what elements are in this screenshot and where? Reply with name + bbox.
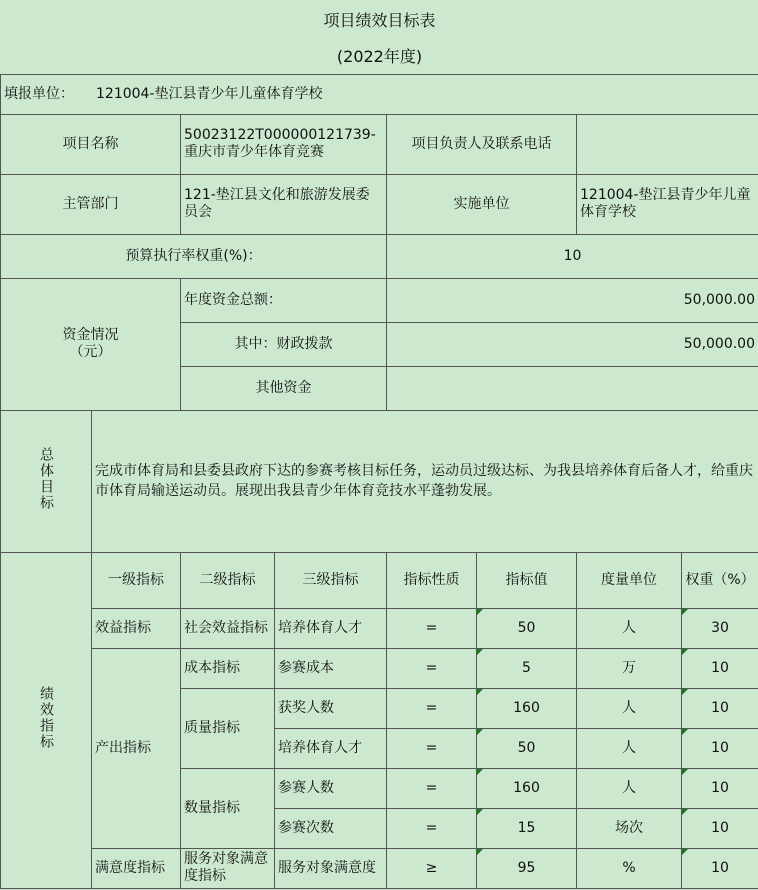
unit-6: 场次	[577, 808, 682, 848]
project-lead-value	[577, 114, 758, 174]
unit-1: 人	[577, 608, 682, 648]
value-5: 160	[477, 768, 577, 808]
l3-satisfaction: 服务对象满意度	[275, 848, 387, 888]
perf-label: 绩效指标	[38, 685, 54, 750]
header-unit: 度量单位	[577, 552, 682, 608]
l3-matches: 参赛次数	[275, 808, 387, 848]
weight-6: 10	[682, 808, 758, 848]
funds-other-label: 其他资金	[181, 366, 387, 410]
funds-fiscal-label: 其中：财政拨款	[181, 322, 387, 366]
l3-cost: 参赛成本	[275, 648, 387, 688]
op-7: ≥	[387, 848, 477, 888]
l1-benefit: 效益指标	[92, 608, 181, 648]
goal-label-cell	[1, 410, 92, 552]
reporting-unit-value: 121004-垫江县青少年儿童体育学校	[96, 85, 323, 102]
weight-3: 10	[682, 688, 758, 728]
l2-cost: 成本指标	[181, 648, 275, 688]
header-op: 指标性质	[387, 552, 477, 608]
project-lead-label: 项目负责人及联系电话	[387, 114, 577, 174]
dept-label: 主管部门	[1, 174, 181, 234]
header-l3: 三级指标	[275, 552, 387, 608]
value-2: 5	[477, 648, 577, 688]
value-7: 95	[477, 848, 577, 888]
l2-satisfaction: 服务对象满意度指标	[181, 848, 275, 888]
budget-weight-label: 预算执行率权重(%)：	[1, 234, 387, 278]
project-name-value: 50023122T000000121739-重庆市青少年体育竞赛	[181, 114, 387, 174]
impl-unit-label: 实施单位	[387, 174, 577, 234]
unit-4: 人	[577, 728, 682, 768]
weight-1: 30	[682, 608, 758, 648]
dept-value: 121-垫江县文化和旅游发展委员会	[181, 174, 387, 234]
value-1: 50	[477, 608, 577, 648]
goal-label: 总体目标	[38, 446, 54, 511]
reporting-unit-row	[1, 74, 758, 114]
header-l1: 一级指标	[92, 552, 181, 608]
funds-fiscal-value: 50,000.00	[387, 322, 758, 366]
header-weight: 权重（%）	[682, 552, 758, 608]
reporting-unit-label: 填报单位：	[4, 85, 74, 102]
unit-5: 人	[577, 768, 682, 808]
goal-text: 完成市体育局和县委县政府下达的参赛考核目标任务，运动员过级达标、为我县培养体育后备人才，给重庆市体育局输送运动员。展现出我县青少年体育竞技水平蓬勃发展。	[92, 410, 758, 552]
weight-2: 10	[682, 648, 758, 688]
unit-3: 人	[577, 688, 682, 728]
l2-quantity: 数量指标	[181, 768, 275, 848]
op-6: =	[387, 808, 477, 848]
table-title: 项目绩效目标表	[323, 10, 436, 30]
weight-7: 10	[682, 848, 758, 888]
impl-unit-value: 121004-垫江县青少年儿童体育学校	[577, 174, 758, 234]
unit-2: 万	[577, 648, 682, 688]
l3-talent-1: 培养体育人才	[275, 608, 387, 648]
op-1: =	[387, 608, 477, 648]
funds-other-value	[387, 366, 758, 410]
op-5: =	[387, 768, 477, 808]
l2-quality: 质量指标	[181, 688, 275, 768]
unit-7: %	[577, 848, 682, 888]
l1-satisfaction: 满意度指标	[92, 848, 181, 888]
op-2: =	[387, 648, 477, 688]
funds-label: 资金情况 （元）	[1, 278, 181, 410]
l3-participants: 参赛人数	[275, 768, 387, 808]
fiscal-year: (2022年度)	[336, 47, 423, 67]
value-4: 50	[477, 728, 577, 768]
l1-output: 产出指标	[92, 648, 181, 848]
header-value: 指标值	[477, 552, 577, 608]
l3-awards: 获奖人数	[275, 688, 387, 728]
op-3: =	[387, 688, 477, 728]
perf-label-cell	[1, 552, 92, 888]
l3-talent-2: 培养体育人才	[275, 728, 387, 768]
project-name-label: 项目名称	[1, 114, 181, 174]
weight-5: 10	[682, 768, 758, 808]
funds-total-label: 年度资金总额：	[181, 278, 387, 322]
l2-social-benefit: 社会效益指标	[181, 608, 275, 648]
budget-weight-value: 10	[387, 234, 758, 278]
weight-4: 10	[682, 728, 758, 768]
header-l2: 二级指标	[181, 552, 275, 608]
funds-total-value: 50,000.00	[387, 278, 758, 322]
value-6: 15	[477, 808, 577, 848]
value-3: 160	[477, 688, 577, 728]
op-4: =	[387, 728, 477, 768]
